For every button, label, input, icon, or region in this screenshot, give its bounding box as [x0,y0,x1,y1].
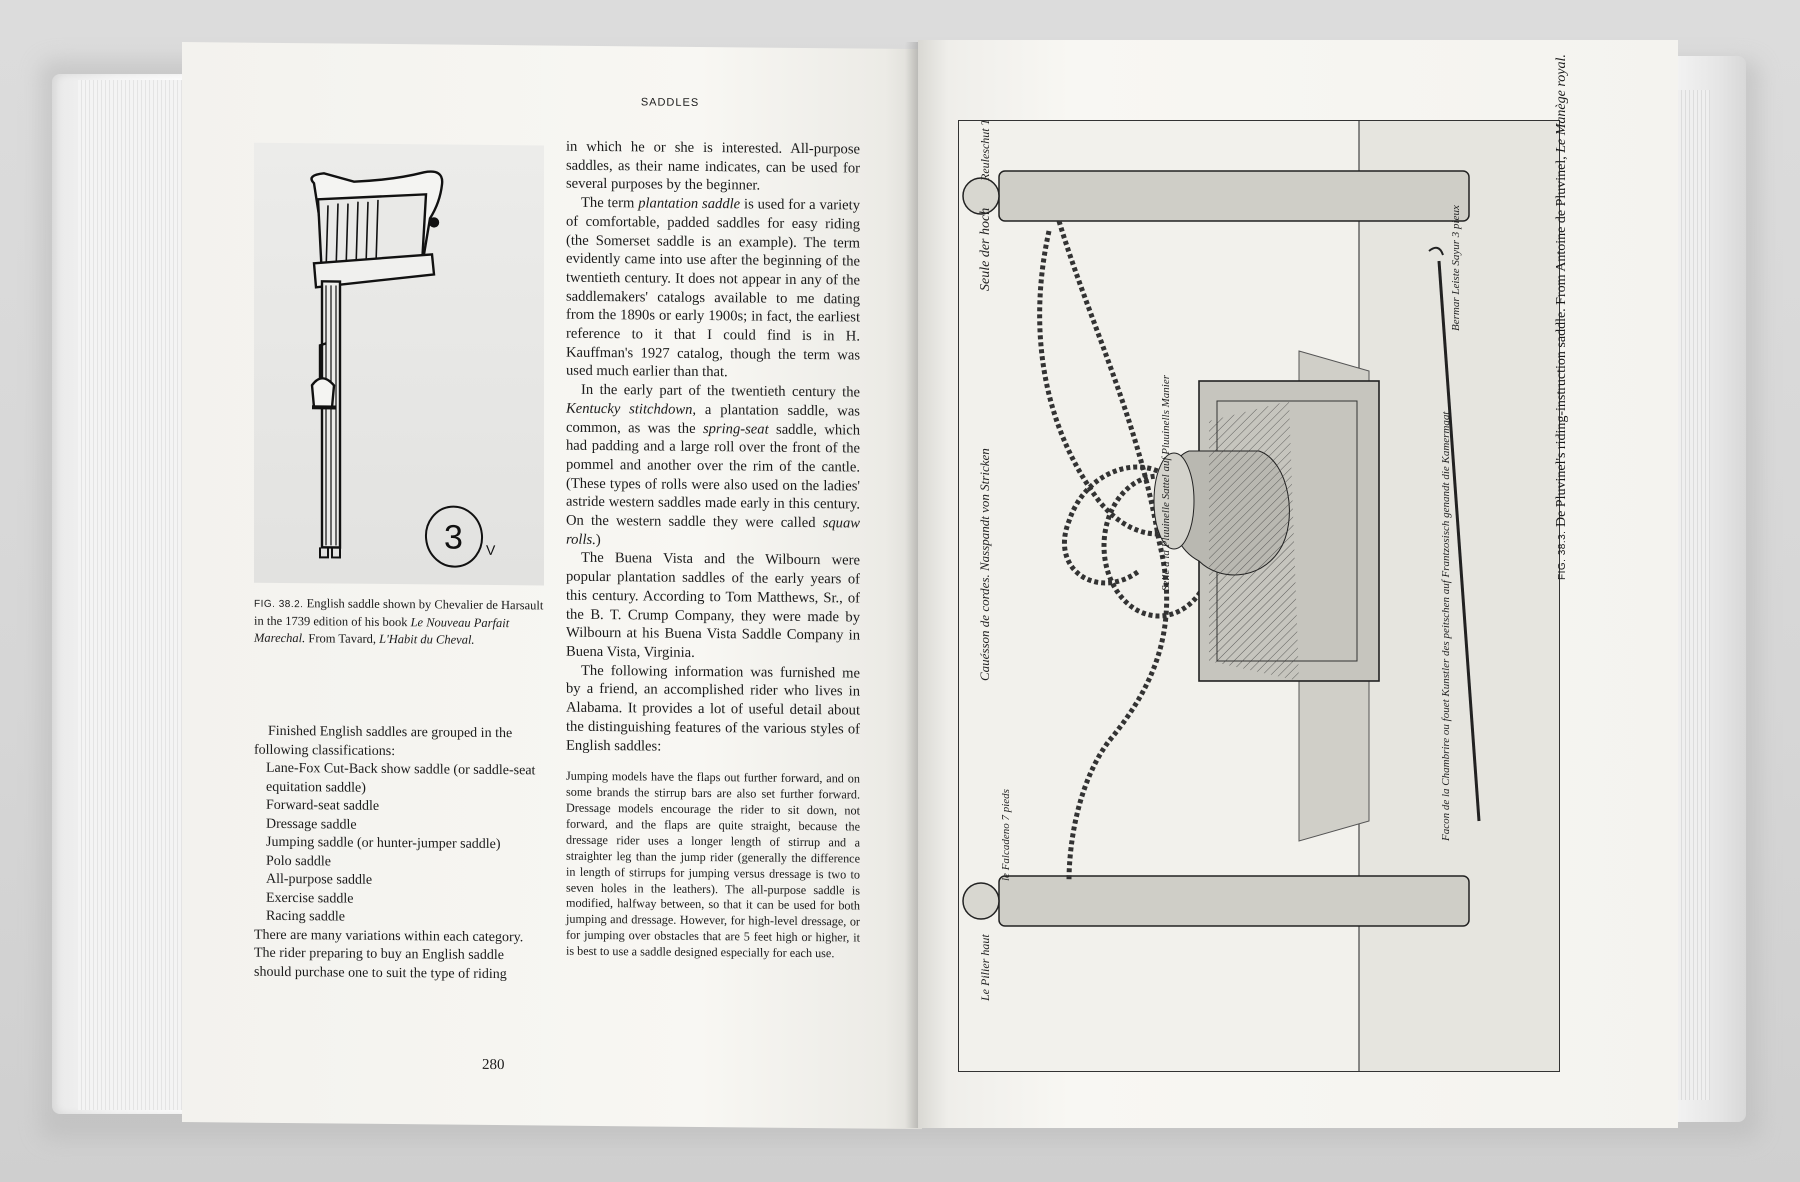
running-head: SADDLES [640,96,700,109]
figure-1-source-title: L'Habit du Cheval. [379,631,475,647]
figure-1-caption [254,595,544,650]
text-run: The term [581,194,635,212]
figure-english-saddle [254,143,544,586]
list-item: Exercise saddle [266,890,354,907]
page-number: 280 [482,1056,505,1074]
paragraph [566,194,860,384]
list-item: Lane-Fox Cut-Back show saddle (or saddle-seat equitation saddle) [266,760,536,796]
quoted-passage: Jumping models have the flaps out further forward, and on some brands the stirrup bars are also set further forward. Dressage models encourage the rider to sit down, not forward, and the flaps are quite straight, because the dressage rider uses a longer length of stirrup and a straighter leg than the jump rider (generally the difference in length of stirrups for jumping versus dressage is two to seven holes in the leathers). The all-purpose saddle is modified, halfway between, so that it can be used for both jumping and dressage. However, for high-level dressage, or for jumping over obstacles that are 5 feet high or higher, it is best to use a saddle designed especially for each use. [566,768,860,961]
paragraph [566,381,860,552]
list-item: All-purpose saddle [266,871,373,888]
engraving-label-top-left: Seule der hoch [978,207,993,291]
circled-number: 3 [444,518,463,557]
right-column-text [566,138,860,963]
engraving-label-rope: Cauésson de cordes. Nasspandt von Stricken [977,448,992,681]
figure-2-source-title: Le Manège royal. [1554,54,1569,153]
figure-2-caption [1554,0,1570,580]
term: squaw rolls. [566,515,860,548]
engraving-illustration [959,121,1559,1071]
closing-paragraph: There are many variations within each category. The rider preparing to buy an English saddle should purchase one to suit the type of riding [254,927,524,982]
classification-intro: Finished English saddles are grouped in the following classifications: [254,723,513,759]
figure-engraving-plate [958,120,1560,1072]
engraving-label-staff: Bermar Leiste Sayur 3 pieux [1450,205,1462,331]
figure-1-caption-text: English saddle shown by Chevalier de Harsault in the 1739 edition of his book [254,596,544,630]
list-item: Forward-seat saddle [266,797,380,814]
list-item: Racing saddle [266,908,345,925]
term: spring-seat [702,420,769,438]
engraving-label-whip: Facon de la Chambrire ou fouet Kunstler des peitschen auf Frantzosisch genandt die Kamermagt [1440,411,1452,841]
list-item: Dressage saddle [266,816,357,833]
engraving-label-saddle: Selle a la Pluuinelle Sattel auf Pluuinells Manier [1160,375,1172,591]
text-run: In the early part of the twentieth century the [581,381,860,401]
figure-2-caption-text: De Pluvinel's riding-instruction saddle. From Antoine de Pluvinel, [1554,156,1569,528]
left-column-text [254,723,544,985]
paragraph: The Buena Vista and the Wilbourn were popular plantation saddles of the early years of this century. According to Tom Matthews, Sr., of the B. T. Crump Company, they were made by Wilbourn at his Buena Vista Saddle Company in Buena Vista, Virginia. [566,550,860,661]
text-run: ) [595,531,601,548]
engraving-label-top-right: Reuleschut Ti hu [978,121,992,181]
figure-1-label: FIG. 38.2. [254,598,304,611]
list-item: Polo saddle [266,853,331,869]
paragraph: The following information was furnished me by a friend, an accomplished rider who lives in Alabama. It provides a lot of useful detail about the distinguishing features of the various styles of English saddles: [566,662,860,755]
left-page [182,42,922,1129]
term: plantation saddle [638,195,741,213]
text-run: is used for a variety of comfortable, padded saddles for easy riding (the Somerset saddle is an example). The term evidently came into use after the beginning of the twentieth century. It does not appear in any of the saddlemakers' catalogs available to me dating from the 1890s or early 1900s; in fact, the earliest reference to it that I could find is in H. Kauffman's 1927 catalog, though the term was used much earlier than that. [566,196,860,381]
figure-1-book-title: Le Nouveau Parfait Marechal. [254,615,510,646]
text-run: saddle, which had padding and a large roll over the front of the pommel and another over the rim of the cantle. (These types of rolls were also used on the ladies' astride western saddles made early in this century. On the western saddle they were called [566,421,860,532]
figure-2-label: FIG. 38.3. [1557,530,1568,580]
figure-1-source: From Tavard, [308,631,377,646]
engraving-label-bottom-b: le Falcadeno 7 pieds [1000,789,1012,881]
text-run: a plantation saddle, was common, as was the [566,401,860,437]
right-page [918,40,1678,1128]
classification-list [254,760,544,929]
corner-mark: V [486,541,496,559]
paragraph: in which he or she is interested. All-purpose saddles, as their name indicates, can be used for several purposes by the beginner. [566,138,860,194]
engraving-label-bottom-a: Le Pilier haut [978,934,992,1001]
saddle-illustration [254,143,544,586]
list-item: Jumping saddle (or hunter-jumper saddle) [266,834,501,853]
term: Kentucky stitchdown, [566,400,697,418]
